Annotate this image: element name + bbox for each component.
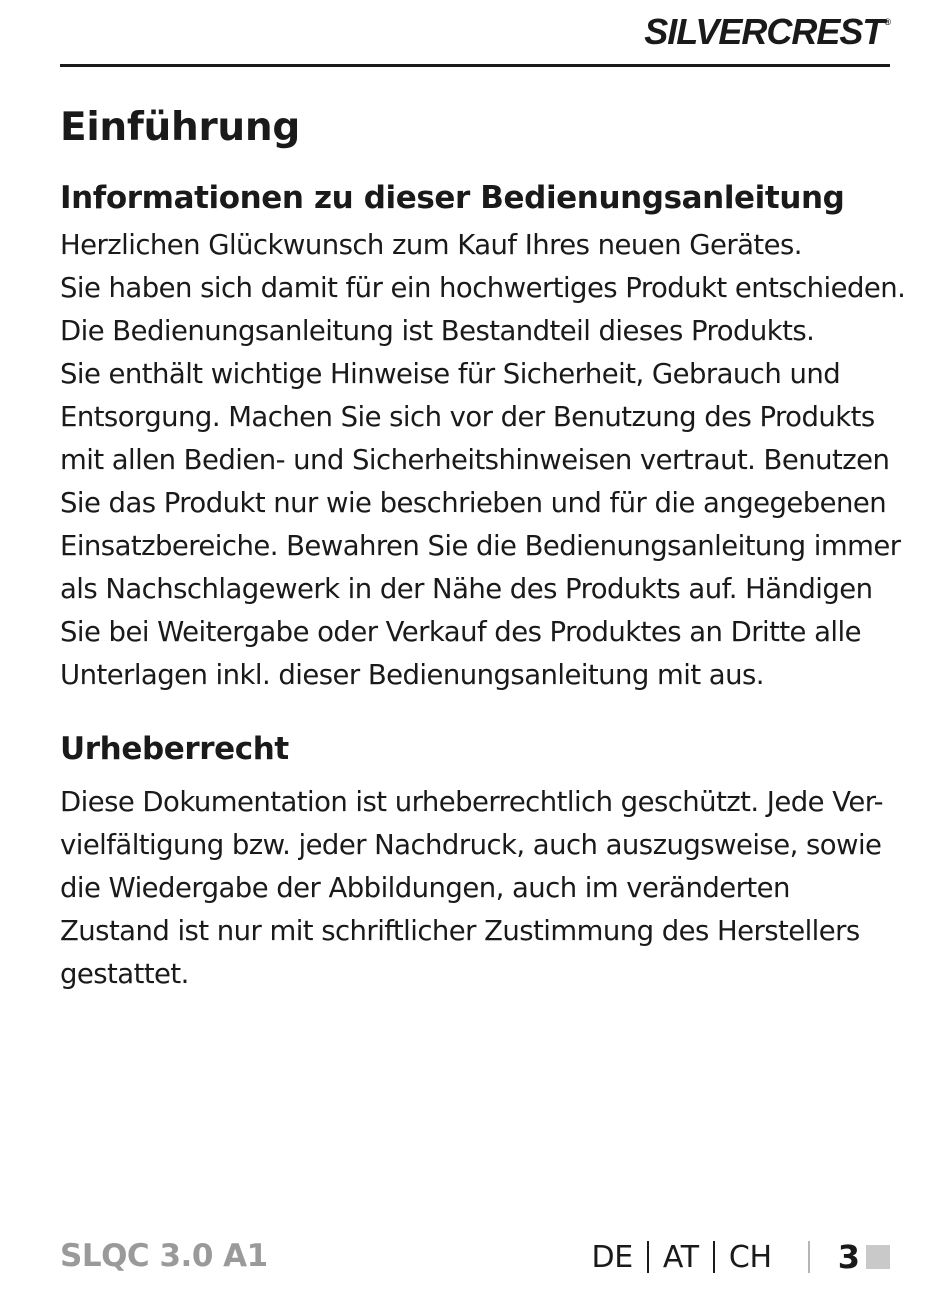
- paragraph-line: Einsatzbereiche. Bewahren Sie die Bedienungsanleitung immer: [60, 530, 901, 562]
- paragraph-line: Sie haben sich damit für ein hochwertiges Produkt entschieden.: [60, 272, 906, 304]
- header-rule: [60, 64, 890, 67]
- paragraph-line: vielfältigung bzw. jeder Nachdruck, auch auszugsweise, sowie: [60, 829, 882, 861]
- section-heading-copyright: Urheberrecht: [60, 731, 289, 767]
- country-code-de: DE: [591, 1239, 633, 1275]
- page-marker-square: [866, 1245, 890, 1269]
- page-title: Einführung: [60, 105, 300, 150]
- page-footer: [60, 1234, 890, 1282]
- footer-locale-and-page: [591, 1238, 890, 1276]
- registered-mark: ®: [884, 17, 890, 27]
- brand-logo: [644, 11, 890, 52]
- paragraph-line: Unterlagen inkl. dieser Bedienungsanleitung mit aus.: [60, 659, 764, 691]
- model-number: SLQC 3.0 A1: [60, 1238, 268, 1274]
- paragraph-line: gestattet.: [60, 958, 189, 990]
- paragraph-line: Die Bedienungsanleitung ist Bestandteil dieses Produkts.: [60, 315, 815, 347]
- paragraph-line: als Nachschlagewerk in der Nähe des Produkts auf. Händigen: [60, 573, 873, 605]
- brand-name: SILVERCREST: [644, 11, 884, 52]
- separator: [808, 1241, 810, 1273]
- paragraph-line: die Wiedergabe der Abbildungen, auch im veränderten: [60, 872, 790, 904]
- separator: [713, 1241, 715, 1273]
- section-heading-manual-info: Informationen zu dieser Bedienungsanleitung: [60, 180, 845, 216]
- paragraph-line: Sie enthält wichtige Hinweise für Sicherheit, Gebrauch und: [60, 358, 841, 390]
- separator: [647, 1241, 649, 1273]
- country-code-ch: CH: [728, 1239, 772, 1275]
- paragraph-line: Zustand ist nur mit schriftlicher Zustimmung des Herstellers: [60, 915, 860, 947]
- paragraph-line: mit allen Bedien- und Sicherheitshinweisen vertraut. Benutzen: [60, 444, 890, 476]
- paragraph-line: Sie das Produkt nur wie beschrieben und für die angegebenen: [60, 487, 887, 519]
- country-code-at: AT: [662, 1239, 699, 1275]
- manual-info-paragraph: [60, 224, 906, 697]
- paragraph-line: Herzlichen Glückwunsch zum Kauf Ihres neuen Gerätes.: [60, 229, 802, 261]
- page-content: [60, 100, 906, 996]
- paragraph-line: Entsorgung. Machen Sie sich vor der Benutzung des Produkts: [60, 401, 875, 433]
- copyright-paragraph: [60, 781, 890, 996]
- paragraph-line: Sie bei Weitergabe oder Verkauf des Produktes an Dritte alle: [60, 616, 861, 648]
- paragraph-line: Diese Dokumentation ist urheberrechtlich geschützt. Jede Ver-: [60, 786, 884, 818]
- page-number: 3: [837, 1238, 860, 1276]
